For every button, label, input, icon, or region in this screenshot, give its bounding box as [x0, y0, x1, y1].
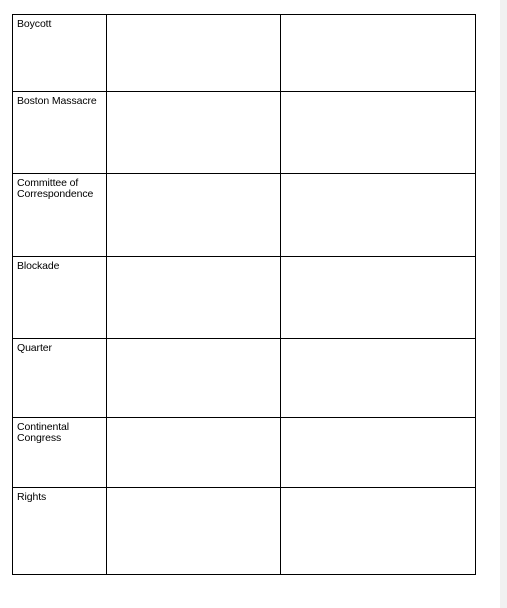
term-label: Boston Massacre	[17, 95, 97, 107]
term-label: Quarter	[17, 342, 52, 354]
table-row	[13, 257, 476, 339]
definition-cell[interactable]	[107, 339, 281, 418]
term-cell	[13, 488, 107, 575]
term-label: Continental Congress	[17, 421, 70, 444]
table-row	[13, 488, 476, 575]
table-row	[13, 174, 476, 257]
term-cell	[13, 15, 107, 92]
term-cell	[13, 257, 107, 339]
term-label: Blockade	[17, 260, 60, 272]
term-cell	[13, 174, 107, 257]
notes-cell[interactable]	[281, 92, 476, 174]
definition-cell[interactable]	[107, 488, 281, 575]
scrollbar-track[interactable]	[500, 0, 507, 608]
table-row	[13, 418, 476, 488]
table-row	[13, 15, 476, 92]
vocabulary-table	[12, 14, 476, 575]
notes-cell[interactable]	[281, 15, 476, 92]
term-cell	[13, 339, 107, 418]
definition-cell[interactable]	[107, 418, 281, 488]
notes-cell[interactable]	[281, 488, 476, 575]
notes-cell[interactable]	[281, 418, 476, 488]
notes-cell[interactable]	[281, 257, 476, 339]
notes-cell[interactable]	[281, 174, 476, 257]
table-row	[13, 339, 476, 418]
term-cell	[13, 418, 107, 488]
term-label: Rights	[17, 491, 47, 503]
term-label: Boycott	[17, 18, 52, 30]
notes-cell[interactable]	[281, 339, 476, 418]
definition-cell[interactable]	[107, 257, 281, 339]
definition-cell[interactable]	[107, 15, 281, 92]
table-row	[13, 92, 476, 174]
definition-cell[interactable]	[107, 92, 281, 174]
definition-cell[interactable]	[107, 174, 281, 257]
term-label: Committee of Correspondence	[17, 177, 94, 200]
term-cell	[13, 92, 107, 174]
